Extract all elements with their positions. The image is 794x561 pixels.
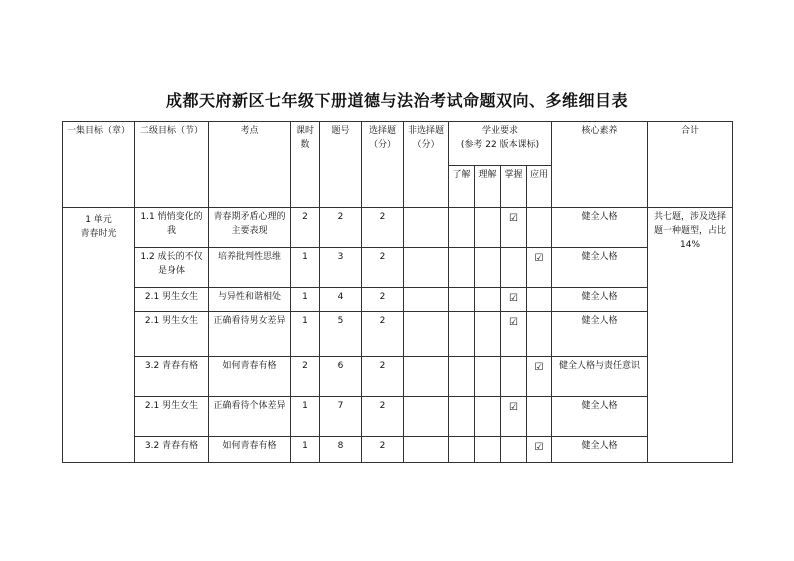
hours-cell: 1 <box>291 397 320 437</box>
core-cell: 健全人格 <box>552 208 648 248</box>
comprehend-cell <box>475 248 501 288</box>
table-row <box>63 397 733 437</box>
score-cell: 2 <box>362 437 404 463</box>
section-cell: 2.1 男生女生 <box>135 288 209 312</box>
section-cell: 1.1 悄悄变化的我 <box>135 208 209 248</box>
master-check: ☑ <box>501 312 527 357</box>
comprehend-cell <box>475 288 501 312</box>
requirement-label: 学业要求 <box>482 126 519 136</box>
nonchoice-cell <box>404 248 449 288</box>
nonchoice-cell <box>404 208 449 248</box>
score-cell: 2 <box>362 288 404 312</box>
header-sub-comprehend: 理解 <box>475 166 501 208</box>
master-check: ☑ <box>501 208 527 248</box>
requirement-note: (参考 22 版本课标) <box>460 139 540 150</box>
score-cell: 2 <box>362 397 404 437</box>
point-cell: 如何青春有格 <box>209 357 291 397</box>
core-cell: 健全人格 <box>552 397 648 437</box>
table-row <box>63 357 733 397</box>
point-cell: 正确看待男女差异 <box>209 312 291 357</box>
header-requirement <box>449 122 552 166</box>
hours-cell: 2 <box>291 208 320 248</box>
master-cell <box>501 248 527 288</box>
point-cell: 青春期矛盾心理的主要表现 <box>209 208 291 248</box>
core-cell: 健全人格与责任意识 <box>552 357 648 397</box>
nonchoice-cell <box>404 437 449 463</box>
nonchoice-cell <box>404 288 449 312</box>
apply-check: ☑ <box>527 437 552 463</box>
header-sub-master: 掌握 <box>501 166 527 208</box>
unit-name: 青春时光 <box>80 228 117 239</box>
unit-number: 1 单元 <box>85 215 112 225</box>
apply-cell <box>527 397 552 437</box>
core-cell: 健全人格 <box>552 248 648 288</box>
point-cell: 正确看待个体差异 <box>209 397 291 437</box>
table-row <box>63 288 733 312</box>
master-check: ☑ <box>501 397 527 437</box>
hours-cell: 1 <box>291 437 320 463</box>
number-cell: 8 <box>320 437 362 463</box>
number-cell: 2 <box>320 208 362 248</box>
master-cell <box>501 357 527 397</box>
page-title: 成都天府新区七年级下册道德与法治考试命题双向、多维细目表 <box>165 91 628 110</box>
exam-spec-table <box>62 121 733 463</box>
score-cell: 2 <box>362 208 404 248</box>
understand-cell <box>449 208 475 248</box>
table-row <box>63 208 733 248</box>
comprehend-cell <box>475 312 501 357</box>
comprehend-cell <box>475 357 501 397</box>
header-point: 考点 <box>209 122 291 208</box>
section-cell: 2.1 男生女生 <box>135 312 209 357</box>
number-cell: 7 <box>320 397 362 437</box>
hours-cell: 2 <box>291 357 320 397</box>
number-cell: 5 <box>320 312 362 357</box>
understand-cell <box>449 397 475 437</box>
point-cell: 与异性和谐相处 <box>209 288 291 312</box>
total-cell: 共七题，涉及选择题一种题型，占比 14% <box>648 208 733 463</box>
comprehend-cell <box>475 208 501 248</box>
understand-cell <box>449 437 475 463</box>
header-level1: 一集目标（章） <box>63 122 135 208</box>
header-level2: 二级目标（节） <box>135 122 209 208</box>
header-choice: 选择题（分） <box>362 122 404 208</box>
point-cell: 如何青春有格 <box>209 437 291 463</box>
apply-check: ☑ <box>527 248 552 288</box>
understand-cell <box>449 357 475 397</box>
apply-cell <box>527 312 552 357</box>
header-hours: 课时数 <box>291 122 320 208</box>
table-row <box>63 437 733 463</box>
table-row <box>63 312 733 357</box>
score-cell: 2 <box>362 357 404 397</box>
section-cell: 3.2 青春有格 <box>135 357 209 397</box>
apply-check: ☑ <box>527 357 552 397</box>
score-cell: 2 <box>362 248 404 288</box>
understand-cell <box>449 312 475 357</box>
understand-cell <box>449 288 475 312</box>
nonchoice-cell <box>404 357 449 397</box>
apply-cell <box>527 208 552 248</box>
core-cell: 健全人格 <box>552 288 648 312</box>
understand-cell <box>449 248 475 288</box>
core-cell: 健全人格 <box>552 437 648 463</box>
nonchoice-cell <box>404 312 449 357</box>
section-cell: 3.2 青春有格 <box>135 437 209 463</box>
section-cell: 1.2 成长的不仅是身体 <box>135 248 209 288</box>
number-cell: 4 <box>320 288 362 312</box>
section-cell: 2.1 男生女生 <box>135 397 209 437</box>
hours-cell: 1 <box>291 312 320 357</box>
unit-cell <box>63 208 135 463</box>
hours-cell: 1 <box>291 248 320 288</box>
header-nonchoice: 非选择题（分） <box>404 122 449 208</box>
header-sub-understand: 了解 <box>449 166 475 208</box>
apply-cell <box>527 288 552 312</box>
comprehend-cell <box>475 397 501 437</box>
number-cell: 3 <box>320 248 362 288</box>
core-cell: 健全人格 <box>552 312 648 357</box>
header-core: 核心素养 <box>552 122 648 208</box>
header-total: 合计 <box>648 122 733 208</box>
table-row <box>63 248 733 288</box>
nonchoice-cell <box>404 397 449 437</box>
score-cell: 2 <box>362 312 404 357</box>
comprehend-cell <box>475 437 501 463</box>
hours-cell: 1 <box>291 288 320 312</box>
master-cell <box>501 437 527 463</box>
header-sub-apply: 应用 <box>527 166 552 208</box>
header-number: 题号 <box>320 122 362 208</box>
number-cell: 6 <box>320 357 362 397</box>
point-cell: 培养批判性思维 <box>209 248 291 288</box>
master-check: ☑ <box>501 288 527 312</box>
